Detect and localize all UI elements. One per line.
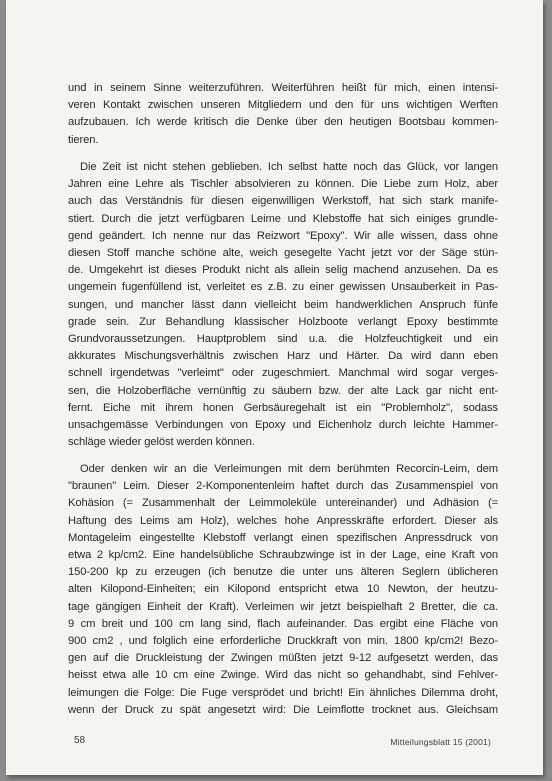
- text-line: grade sein. Zur Behandlung klassischer Holzboote verlangt Epoxy bestimmte: [68, 315, 498, 328]
- text-line: Die Zeit ist nicht stehen geblieben. Ich selbst hatte noch das Glück, vor langen: [80, 161, 498, 173]
- text-line: sungen, und mancher lässt dann vielleicht beim handwerklichen Anspruch fünfe: [68, 298, 498, 311]
- document-page: [6, 0, 543, 775]
- text-line: veren Kontakt zwischen unseren Mitgliedern und den für uns wichtigen Werften: [68, 99, 498, 112]
- text-line: unsachgemässe Verbindungen von Epoxy und Eichenholz durch leichte Hammer-: [68, 419, 498, 432]
- text-line: tage gängigen Einheit der Kraft). Verleimen wir jetzt beispielhaft 2 Bretter, die ca.: [68, 600, 498, 613]
- page-number: 58: [74, 735, 86, 746]
- text-line: etwa 2 kp/cm2. Eine handelsübliche Schraubzwinge ist in der Lage, eine Kraft von: [68, 549, 498, 562]
- text-line: diesen Stoff manche schöne alte, weich gesegelte Yacht jetzt vor der Säge stün-: [68, 247, 498, 260]
- text-line: 900 cm2 , und folglich eine erforderliche Druckkraft von min. 1800 kp/cm2! Bezo-: [68, 635, 498, 648]
- text-line: akkurates Mischungsverhältnis zwischen Harz und Härter. Da wird dann eben: [68, 350, 498, 363]
- text-line: Haftung des Leims am Holz), welches hohe Anpresskräfte erfordert. Dieser als: [68, 514, 498, 527]
- text-line: "braunen" Leim. Dieser 2-Komponentenleim haftet durch das Zusammenspiel von: [68, 480, 498, 493]
- text-line: schläge wieder gelöst werden können.: [68, 436, 255, 449]
- text-line: Grundvoraussetzungen. Hauptproblem sind u.a. die Holzfeuchtigkeit und ein: [68, 333, 498, 346]
- text-line: schnell irgendetwas "verleimt" oder zugeschmiert. Manchmal wird sogar verges-: [68, 367, 498, 380]
- text-line: leimungen die Folge: Die Fuge versprödet und bricht! Ein ähnliches Dilemma droht,: [68, 686, 498, 699]
- paragraph-3: [68, 461, 498, 719]
- text-line: 150-200 kp zu erzeugen (ich benutze die unter uns älteren Seglern üblicheren: [68, 566, 498, 579]
- text-line: tieren.: [68, 133, 99, 146]
- text-line: alten Kilopond-Einheiten; ein Kilopond entspricht etwa 10 Newton, der heutzu-: [68, 583, 498, 596]
- text-line: fernt. Eiche mit ihrem honen Gerbsäuregehalt ist ein "Problemholz", sodass: [68, 401, 498, 414]
- text-line: stiert. Durch die jetzt verfügbaren Leime und Klebstoffe hat sich einiges grundle-: [68, 212, 498, 225]
- text-line: aufzubauen. Ich werde kritisch die Denke über den heutigen Bootsbau kommen-: [68, 116, 498, 129]
- paragraph-2: [68, 159, 498, 451]
- text-line: sen, die Holzoberfläche vernünftig zu säubern bzw. der alte Lack gar nicht ent-: [68, 384, 498, 397]
- paragraph-1: [68, 80, 498, 149]
- text-line: heisst etwa alle 10 cm eine Zwinge. Wird das nicht so gehandhabt, sind Fehlver-: [68, 669, 498, 682]
- journal-reference: Mitteilungsblatt 15 (2001): [390, 737, 491, 747]
- text-line: gend geändert. Ich nenne nur das Reizwort "Epoxy". Wir alle wissen, dass ohne: [68, 229, 498, 242]
- text-line: Jahren eine Lehre als Tischler absolvieren zu können. Die Liebe zum Holz, aber: [68, 178, 498, 191]
- text-line: Oder denken wir an die Verleimungen mit dem berühmten Recorcin-Leim, dem: [80, 463, 498, 475]
- text-line: gen auf die Druckleistung der Zwingen müßten jetzt 9-12 aufgesetzt werden, das: [68, 652, 498, 665]
- text-line: ungemein fugenfüllend ist, verleitet es z.B. zu einer gewissen Unsauberkeit in Pas-: [68, 281, 498, 294]
- text-line: 9 cm breit und 100 cm lang sind, flach aufeinander. Das ergibt eine Fläche von: [68, 617, 498, 630]
- text-line: Montageleim eingestellte Klebstoff verlangt einen spezifischen Anpressdruck von: [68, 531, 498, 544]
- text-line: de. Umgekehrt ist dieses Produkt nicht als allein selig machend anzusehen. Da es: [68, 264, 498, 277]
- text-line: Kohäsion (= Zusammenhalt der Leimmoleküle untereinander) und Adhäsion (=: [68, 497, 498, 510]
- text-line: und in seinem Sinne weiterzuführen. Weiterführen heißt für mich, einen intensi-: [68, 82, 498, 94]
- text-line: wenn der Druck zu spät angesetzt wird: Die Leimflotte trocknet aus. Gleichsam: [68, 703, 498, 716]
- text-line: auch das Verständnis für diesen eigenwilligen Werkstoff, hat sich stark manife-: [68, 195, 498, 208]
